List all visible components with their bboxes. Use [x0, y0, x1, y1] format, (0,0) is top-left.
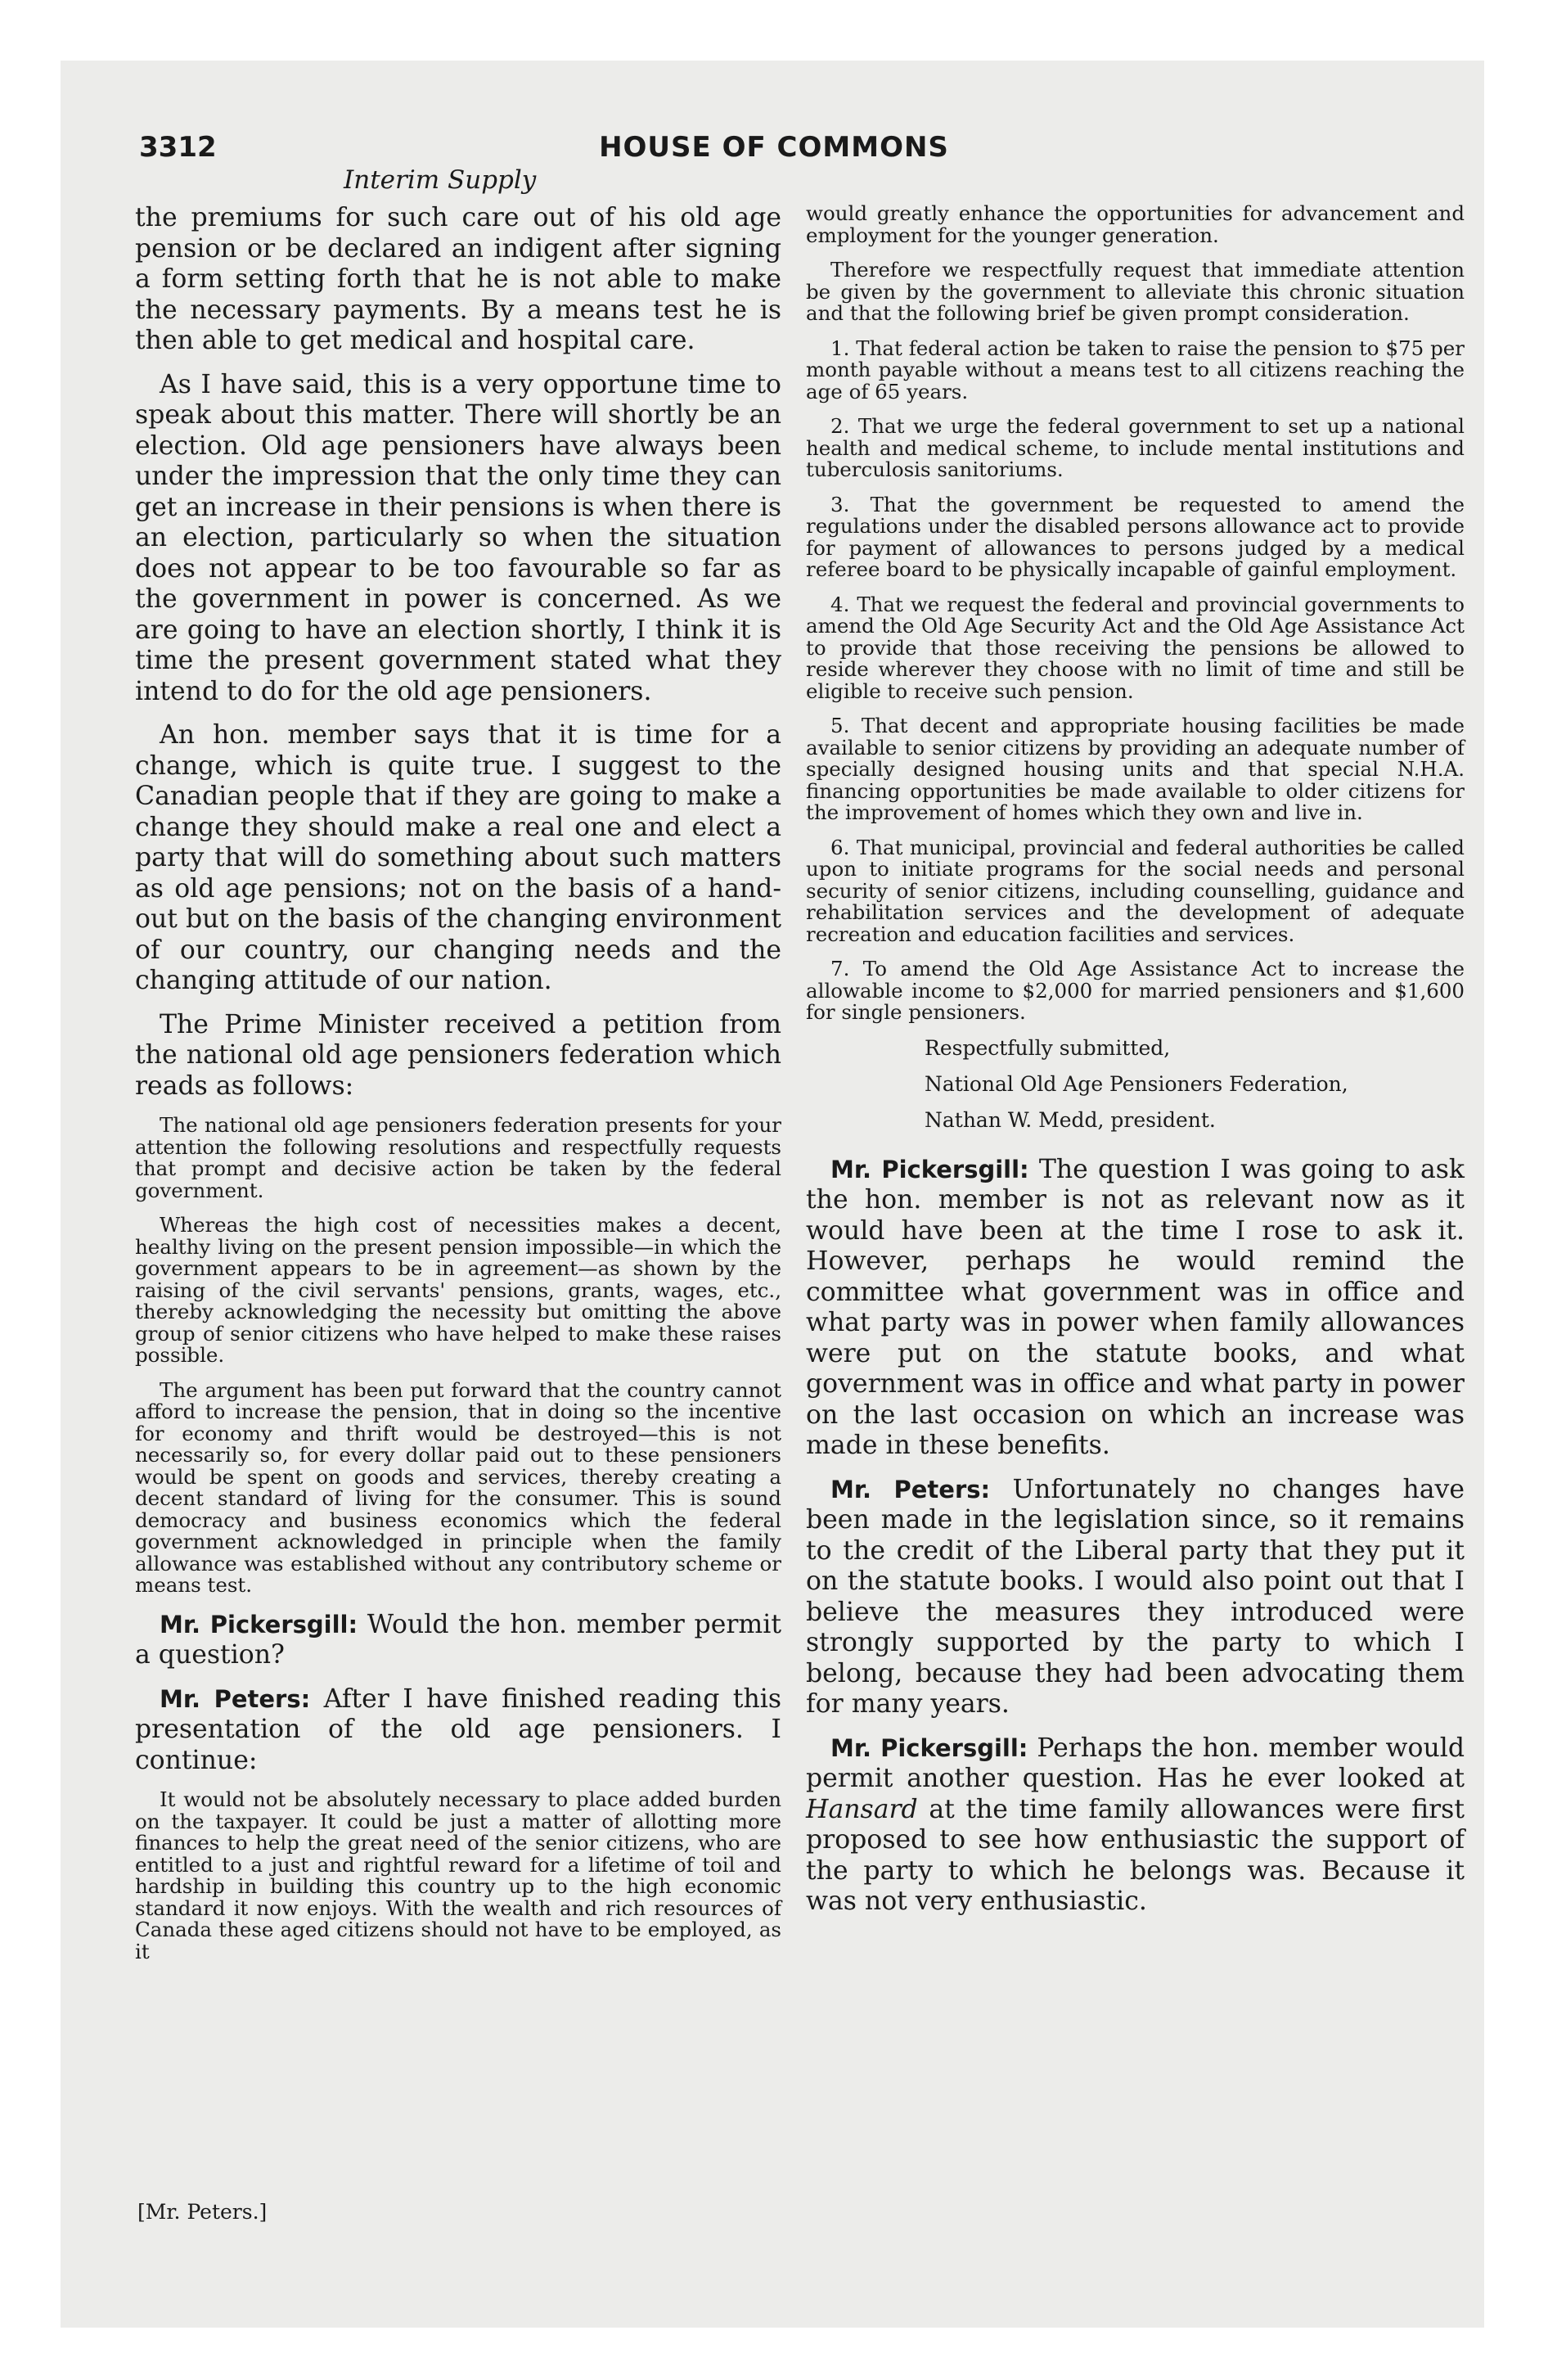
left-column: [135, 203, 781, 1976]
speech-text: Perhaps the hon. member would permit another question. Has he ever looked at: [806, 1733, 1465, 1793]
quoted-paragraph: Therefore we respectfully request that immediate attention be given by the government to alleviate this chronic situation and that the following brief be given prompt consideration.: [806, 258, 1465, 325]
resolution-item: 5. That decent and appropriate housing facilities be made available to senior citizens by providing an adequate number of specially designed housing units and that special N.H.A. financing opportunities be made available to older citizens for the improvement of homes which they own and live in.: [806, 714, 1465, 824]
resolution-item: 6. That municipal, provincial and federal authorities be called upon to initiate programs for the social needs and personal security of senior citizens, including counselling, guidance and rehabilitation services and the development of adequate recreation and education facilities and services.: [806, 835, 1465, 946]
signature-line: Respectfully submitted,: [925, 1035, 1171, 1060]
column-footer: [Mr. Peters.]: [137, 2200, 268, 2224]
resolution-item: 4. That we request the federal and provincial governments to amend the Old Age Security Act and the Old Age Assistance Act to provide that those receiving the pensions be allowed to reside wherever they choose with no limit of time and still be eligible to receive such pension.: [806, 592, 1465, 703]
speech: [806, 1475, 1465, 1720]
publication-title: Hansard: [806, 1794, 918, 1824]
paragraph: The Prime Minister received a petition from the national old age pensioners federation which reads as follows:: [135, 1009, 781, 1101]
section-subtitle: Interim Supply: [344, 165, 537, 195]
speaker-name: Mr. Pickersgill:: [830, 1733, 1028, 1762]
quoted-paragraph: The argument has been put forward that the country cannot afford to increase the pension, that in doing so the incentive for economy and thrift would be destroyed—this is not necessarily so, for every dollar paid out to these pensioners would be spent on goods and services, thereby creating a decent standard of living for the consumer. This is sound democracy and business economics which the federal government acknowledged in principle when the family allowance was established without any contributory scheme or means test.: [135, 1377, 781, 1597]
right-column: [806, 203, 1465, 1931]
resolution-item: 7. To amend the Old Age Assistance Act to increase the allowable income to $2,000 for married pensioners and $1,600 for single pensioners.: [806, 957, 1465, 1024]
paragraph: As I have said, this is a very opportune time to speak about this matter. There will shortly be an election. Old age pensioners have always been under the impression that the only time they can get an increase in their pensions is when there is an election, particularly so when the situation does not appear to be too favourable so far as the government in power is concerned. As we are going to have an election shortly, I think it is time the present government stated what they intend to do for the old age pensioners.: [135, 369, 781, 706]
signature-line: Nathan W. Medd, president.: [925, 1107, 1216, 1132]
speech: [135, 1610, 781, 1671]
running-head: HOUSE OF COMMONS: [599, 131, 949, 164]
speaker-name: Mr. Peters:: [830, 1475, 991, 1503]
resolution-item: 1. That federal action be taken to raise the pension to $75 per month payable without a means test to all citizens reaching the age of 65 years.: [806, 336, 1465, 403]
page-number: 3312: [139, 131, 217, 164]
quoted-paragraph: The national old age pensioners federation presents for your attention the following resolutions and respectfully requests that prompt and decisive action be taken by the federal government.: [135, 1113, 781, 1202]
resolution-item: 3. That the government be requested to amend the regulations under the disabled persons allowance act to provide for payment of allowances to persons judged by a medical referee board to be physically incapable of gainful employment.: [806, 492, 1465, 581]
quoted-paragraph: Whereas the high cost of necessities makes a decent, healthy living on the present pension impossible—in which the government appears to be in agreement—as shown by the raising of the civil servants' pensions, grants, wages, etc., thereby acknowledging the necessity but omitting the above group of senior citizens who have helped to make these raises possible.: [135, 1213, 781, 1367]
speech-text: at the time family allowances were first proposed to see how enthusiastic the support of the party to which he belongs was. Because it was not very enthusiastic.: [806, 1794, 1465, 1916]
resolution-item: 2. That we urge the federal government to set up a national health and medical scheme, to include mental institutions and tuberculosis sanitoriums.: [806, 414, 1465, 481]
paragraph: An hon. member says that it is time for a change, which is quite true. I suggest to the Canadian people that if they are going to make a change they should make a real one and elect a party that will do something about such matters as old age pensions; not on the basis of a hand-out but on the basis of the changing environment of our country, our changing needs and the changing attitude of our nation.: [135, 720, 781, 995]
speech-text: The question I was going to ask the hon. member is not as relevant now as it would have been at the time I rose to ask it. However, perhaps he would remind the committee what government was in office and what party was in power when family allowances were put on the statute books, and what government was in office and what party in power on the last occasion on which an increase was made in these benefits.: [806, 1154, 1465, 1460]
speech: [806, 1155, 1465, 1462]
quoted-paragraph: It would not be absolutely necessary to place added burden on the taxpayer. It could be just a matter of allotting more finances to help the great need of the senior citizens, who are entitled to a just and rightful reward for a lifetime of toil and hardship in building this country up to the high economic standard it now enjoys. With the wealth and rich resources of Canada these aged citizens should not have to be employed, as it: [135, 1787, 781, 1963]
speech-text: Unfortunately no changes have been made in the legislation since, so it remains to the credit of the Liberal party that they put it on the statute books. I would also point out that I believe the measures they introduced were strongly supported by the party to which I belong, because they had been advocating them for many years.: [806, 1474, 1465, 1719]
quoted-paragraph: would greatly enhance the opportunities for advancement and employment for the younger generation.: [806, 201, 1465, 247]
speech: [135, 1684, 781, 1777]
speech: [806, 1733, 1465, 1918]
paragraph: the premiums for such care out of his old age pension or be declared an indigent after signing a form setting forth that he is not able to make the necessary payments. By a means test he is then able to get medical and hospital care.: [135, 203, 781, 355]
speech-text: Would the hon. member permit a question?: [135, 1609, 781, 1670]
speech-text: After I have finished reading this presentation of the old age pensioners. I continue:: [135, 1684, 781, 1775]
signature-line: National Old Age Pensioners Federation,: [925, 1071, 1348, 1096]
speaker-name: Mr. Pickersgill:: [830, 1155, 1029, 1183]
speaker-name: Mr. Peters:: [160, 1684, 311, 1713]
speaker-name: Mr. Pickersgill:: [160, 1610, 358, 1639]
